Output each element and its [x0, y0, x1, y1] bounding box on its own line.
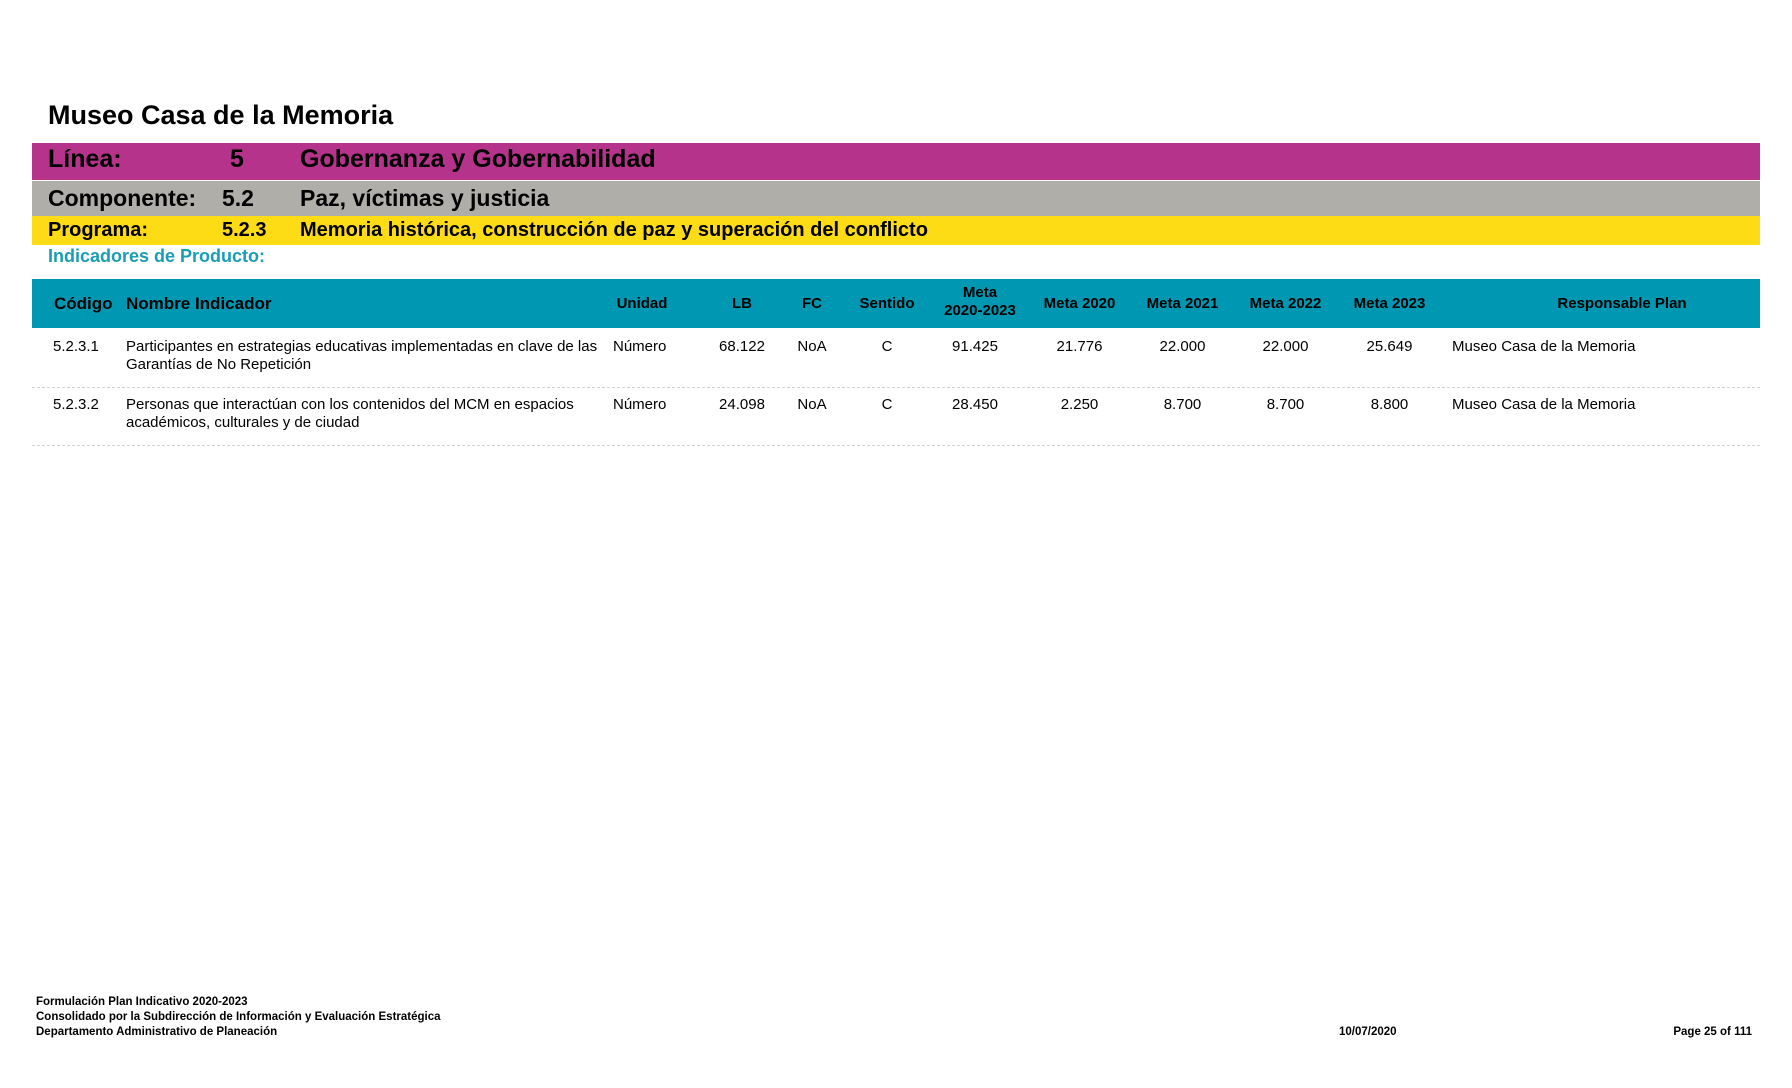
header-meta-total	[930, 279, 1030, 328]
cell-meta-2022: 8.700	[1266, 396, 1305, 413]
section-subtitle: Indicadores de Producto:	[48, 246, 266, 266]
footer-credits	[36, 995, 441, 1040]
cell-meta-2022: 22.000	[1262, 338, 1309, 355]
cell-meta-2023: 8.800	[1370, 396, 1409, 413]
cell-meta-2023: 25.649	[1366, 338, 1413, 355]
cell-meta-2020: 21.776	[1056, 338, 1103, 355]
footer-line-2: Consolidado por la Subdirección de Información y Evaluación Estratégica	[36, 1011, 441, 1023]
cell-unidad: Número	[613, 338, 667, 355]
cell-meta-total: 91.425	[952, 338, 998, 355]
programa-band	[32, 216, 1760, 245]
header-unidad: Unidad	[616, 295, 668, 312]
cell-fc: NoA	[797, 338, 827, 355]
footer-line-1: Formulación Plan Indicativo 2020-2023	[36, 996, 248, 1008]
header-fc: FC	[802, 295, 822, 312]
page-title: Museo Casa de la Memoria	[48, 100, 394, 130]
linea-label: Línea:	[48, 145, 122, 173]
table-header	[32, 279, 1760, 328]
header-codigo: Código	[54, 293, 113, 313]
header-meta-2023: Meta 2023	[1353, 295, 1426, 312]
cell-nombre: Participantes en estrategias educativas implementadas en clave de las Garantías de No Repetición	[126, 338, 598, 373]
header-meta-2020: Meta 2020	[1043, 295, 1116, 312]
cell-responsable: Museo Casa de la Memoria	[1452, 338, 1636, 355]
header-sentido: Sentido	[859, 295, 915, 312]
cell-meta-2021: 8.700	[1163, 396, 1202, 413]
cell-fc: NoA	[797, 396, 827, 413]
header-nombre: Nombre Indicador	[126, 293, 272, 313]
cell-codigo: 5.2.3.1	[53, 338, 99, 355]
cell-meta-2021: 22.000	[1159, 338, 1206, 355]
linea-code: 5	[230, 145, 244, 173]
header-meta-2022: Meta 2022	[1249, 295, 1322, 312]
programa-label: Programa:	[48, 219, 149, 241]
table-row	[32, 329, 1760, 388]
componente-name: Paz, víctimas y justicia	[300, 185, 550, 211]
header-meta-total-line1: Meta	[962, 283, 998, 301]
cell-unidad: Número	[613, 396, 667, 413]
programa-code: 5.2.3	[222, 219, 267, 241]
table-row	[32, 387, 1760, 446]
cell-meta-2020: 2.250	[1060, 396, 1099, 413]
cell-sentido: C	[881, 338, 893, 355]
cell-nombre: Personas que interactúan con los contenidos del MCM en espacios académicos, culturales y de ciudad	[126, 396, 574, 431]
footer-line-3: Departamento Administrativo de Planeación	[36, 1026, 278, 1038]
header-responsable: Responsable Plan	[1557, 295, 1687, 312]
footer-date: 10/07/2020	[1339, 1026, 1397, 1038]
componente-band	[32, 181, 1760, 216]
componente-code: 5.2	[222, 185, 254, 211]
footer-page-number: Page 25 of 111	[1673, 1026, 1752, 1038]
cell-codigo: 5.2.3.2	[53, 396, 99, 413]
header-lb: LB	[732, 295, 752, 312]
linea-name: Gobernanza y Gobernabilidad	[300, 145, 656, 173]
cell-lb: 68.122	[719, 338, 765, 355]
componente-label: Componente:	[48, 185, 197, 211]
header-meta-total-line2: 2020-2023	[944, 301, 1016, 319]
linea-band	[32, 143, 1760, 180]
cell-meta-total: 28.450	[952, 396, 998, 413]
header-meta-2021: Meta 2021	[1146, 295, 1219, 312]
programa-name: Memoria histórica, construcción de paz y superación del conflicto	[300, 219, 928, 241]
cell-sentido: C	[881, 396, 893, 413]
cell-lb: 24.098	[719, 396, 765, 413]
cell-responsable: Museo Casa de la Memoria	[1452, 396, 1636, 413]
